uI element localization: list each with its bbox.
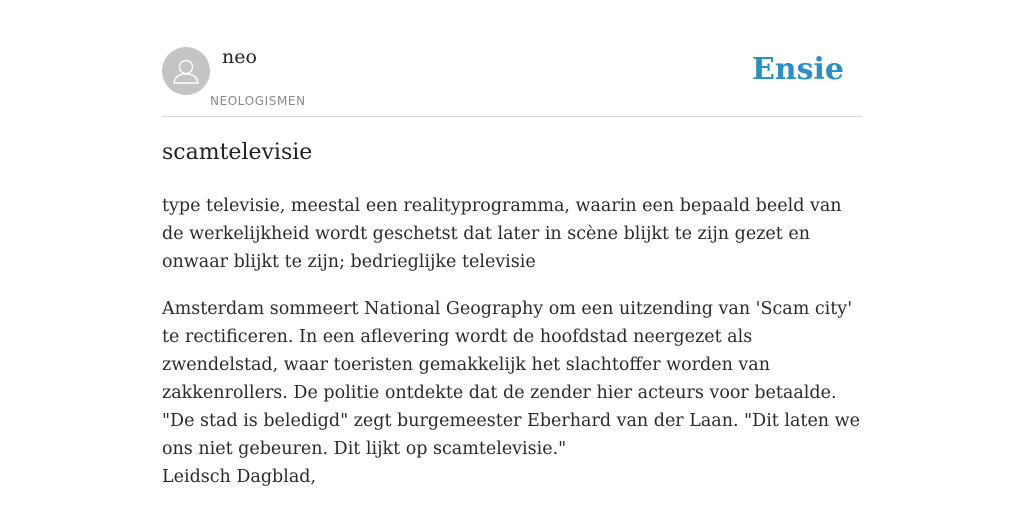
- avatar[interactable]: [162, 47, 210, 95]
- page-title: scamtelevisie: [162, 140, 313, 165]
- card-header: [162, 0, 862, 117]
- username[interactable]: neo: [222, 46, 257, 68]
- user-silhouette-icon: [162, 47, 210, 95]
- brand-logo[interactable]: Ensie: [751, 52, 844, 87]
- source-citation: Leidsch Dagblad,: [162, 467, 317, 487]
- category-label[interactable]: NEOLOGISMEN: [210, 94, 306, 108]
- example-quote: Amsterdam sommeert National Geography om een uitzending van 'Scam city' te rectificeren. In een aflevering wordt de hoofdstad neergezet als zwendelstad, waar toeristen gemakkelijk het slachtoffer worden van zakkenrollers. De politie ontdekte dat de zender hier acteurs voor betaalde. "De stad is beledigd" zegt burgemeester Eberhard van der Laan. "Dit laten we ons niet gebeuren. Dit lijkt op scamtelevisie.": [162, 299, 860, 459]
- definition-text: type televisie, meestal een realityprogramma, waarin een bepaald beeld van de werkelijkheid wordt geschetst dat later in scène blijkt te zijn gezet en onwaar blijkt te zijn; bedrieglijke televisie: [162, 196, 842, 272]
- definition-card: [162, 0, 862, 487]
